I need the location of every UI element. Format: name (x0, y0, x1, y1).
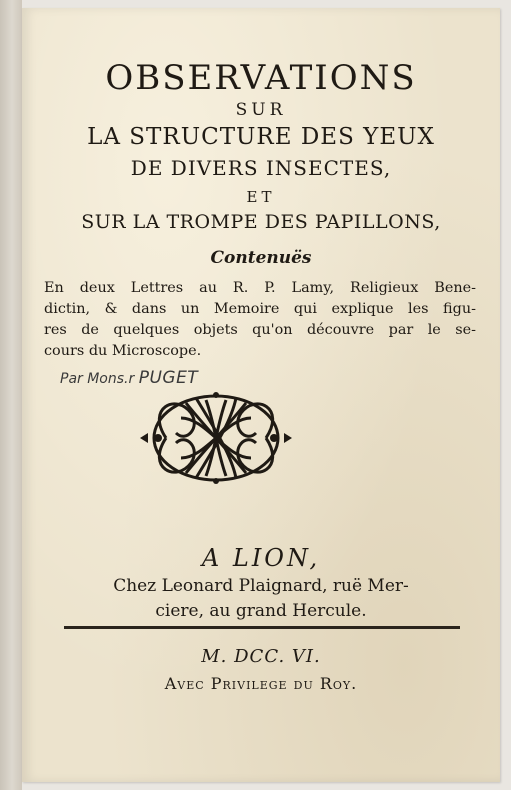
printers-flower-ornament-icon (136, 388, 296, 488)
conjunction-line: ET (246, 188, 276, 206)
book-spine (0, 0, 22, 790)
subject-line-1: LA STRUCTURE DES YEUX (87, 124, 435, 150)
privilege-line: Avec Privilege du Roy. (164, 674, 358, 693)
paragraph-line: En deux Lettres au R. P. Lamy, Religieux Bene- (44, 280, 476, 296)
subject-line-3: SUR LA TROMPE DES PAPILLONS, (81, 211, 441, 233)
paragraph-line: res de quelques objets qu'on découvre par le se- (44, 322, 476, 338)
main-title: OBSERVATIONS (105, 58, 417, 98)
sur-line: SUR (235, 100, 287, 120)
handwritten-attribution (60, 368, 198, 388)
subject-line-2: DE DIVERS INSECTES, (130, 156, 392, 180)
paragraph-line: cours du Microscope. (44, 343, 202, 359)
paragraph-line: dictin, & dans un Memoire qui explique les figu- (44, 301, 476, 317)
contenues-line: Contenuës (210, 248, 312, 268)
publisher-line-2: ciere, au grand Hercule. (155, 601, 367, 621)
year-line: M. DCC. VI. (201, 646, 321, 667)
description-paragraph (44, 278, 476, 362)
publisher-line-1: Chez Leonard Plaignard, ruë Mer- (113, 576, 409, 596)
title-page (22, 8, 500, 782)
handwritten-name: PUGET (138, 368, 199, 388)
handwritten-prefix: Par Mons.r (60, 371, 135, 387)
place-line: A LION, (201, 544, 321, 572)
horizontal-rule (64, 626, 460, 629)
